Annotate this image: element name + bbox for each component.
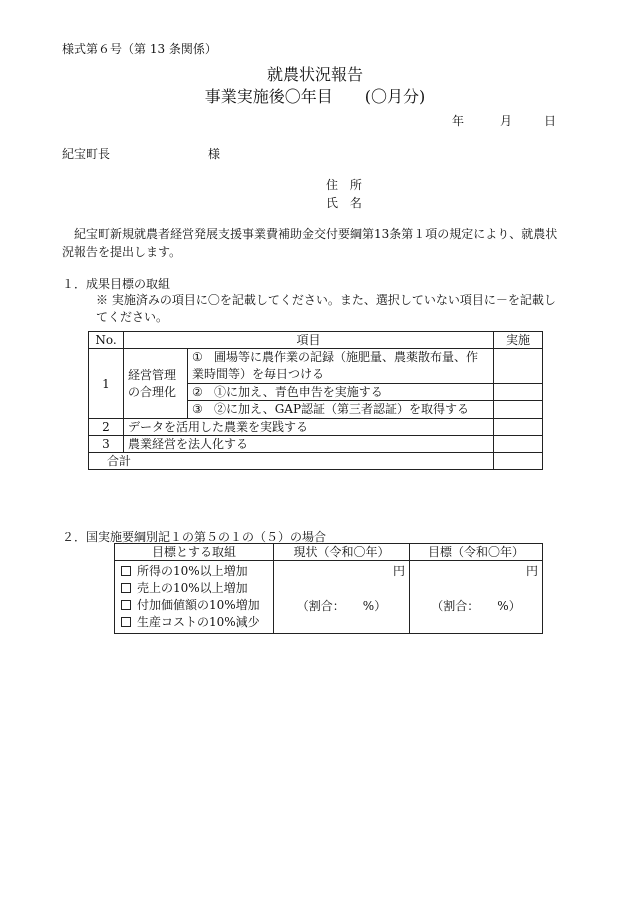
row-no: 2: [89, 419, 124, 436]
goal-option-label: 売上の10%以上増加: [137, 581, 248, 595]
table-header-row: [89, 332, 543, 349]
subitem-3: [188, 401, 494, 419]
table-header-row: [115, 544, 543, 561]
date-day: 日: [544, 114, 557, 128]
table-row: [89, 436, 543, 453]
target-goals-table: [114, 543, 543, 634]
header-no: No.: [89, 332, 124, 349]
date-line: [452, 112, 556, 129]
target-cell[interactable]: [410, 561, 543, 634]
goal-option-label: 付加価値額の10%増加: [137, 598, 260, 612]
checkbox[interactable]: [121, 600, 131, 610]
addressee-honorific: 様: [208, 147, 221, 161]
subitem-2: [188, 384, 494, 401]
header-item: 項目: [124, 332, 494, 349]
subitem-2-text: ①に加え、青色申告を実施する: [214, 385, 383, 399]
header-current: 現状（令和〇年）: [274, 544, 410, 561]
row-text: 農業経営を法人化する: [124, 436, 494, 453]
row-no: 3: [89, 436, 124, 453]
header-goal: 目標とする取組: [115, 544, 274, 561]
goal-options: [115, 561, 274, 634]
goal-option-label: 生産コストの10%減少: [137, 615, 260, 629]
checkbox[interactable]: [121, 617, 131, 627]
implemented-cell[interactable]: [494, 349, 543, 384]
header-implemented: 実施: [494, 332, 543, 349]
current-ratio: （割合： %）: [296, 599, 387, 613]
date-year: 年: [452, 114, 465, 128]
page-title: 就農状況報告: [266, 65, 363, 84]
target-yen: 円: [525, 564, 538, 578]
row-text: データを活用した農業を実践する: [124, 419, 494, 436]
date-month: 月: [500, 114, 513, 128]
goal-option-label: 所得の10%以上増加: [137, 564, 248, 578]
implemented-cell[interactable]: [494, 384, 543, 401]
checkbox[interactable]: [121, 583, 131, 593]
checkbox[interactable]: [121, 566, 131, 576]
table-row: [115, 561, 543, 634]
implemented-cell[interactable]: [494, 419, 543, 436]
name-label: 氏 名: [326, 196, 366, 210]
addressee-name: 紀宝町長: [62, 147, 111, 161]
total-label: 合計: [89, 453, 494, 470]
subitem-1-num: ①: [192, 350, 203, 364]
header-target: 目標（令和〇年）: [410, 544, 543, 561]
table-row: [89, 349, 543, 384]
form-number: 様式第６号（第 13 条関係）: [62, 42, 217, 56]
goal-option[interactable]: [119, 614, 269, 631]
target-ratio: （割合： %）: [431, 599, 521, 613]
section2-heading: ２．国実施要綱別記１の第５の１の（５）の場合: [62, 530, 327, 544]
implemented-cell[interactable]: [494, 401, 543, 419]
intro-paragraph: 紀宝町新規就農者経営発展支援事業費補助金交付要綱第13条第１項の規定により、就農状況報告を提出します。: [62, 227, 558, 259]
table-row: [89, 419, 543, 436]
subitem-2-num: ②: [192, 385, 203, 399]
subitem-3-num: ③: [192, 402, 203, 416]
outcome-goals-table: [88, 331, 543, 470]
subitem-3-text: ②に加え、GAP認証（第三者認証）を取得する: [214, 402, 470, 416]
total-cell[interactable]: [494, 453, 543, 470]
current-cell[interactable]: [274, 561, 410, 634]
subitem-1-text: 圃場等に農作業の記録（施肥量、農薬散布量、作業時間等）を毎日つける: [192, 350, 479, 381]
section1-heading: １．成果目標の取組: [62, 277, 171, 291]
subitem-1: [188, 349, 494, 384]
current-yen: 円: [392, 564, 405, 578]
goal-option[interactable]: [119, 563, 269, 580]
address-label: 住 所: [326, 178, 366, 192]
row-no: 1: [89, 349, 124, 419]
goal-option[interactable]: [119, 597, 269, 614]
section1-note: ※ 実施済みの項目に〇を記載してください。また、選択していない項目に－を記載してください。: [96, 293, 556, 324]
implemented-cell[interactable]: [494, 436, 543, 453]
goal-option[interactable]: [119, 580, 269, 597]
total-row: [89, 453, 543, 470]
category-cell: 経営管理の合理化: [124, 349, 188, 419]
page-subtitle: 事業実施後〇年目 (〇月分): [204, 87, 426, 106]
